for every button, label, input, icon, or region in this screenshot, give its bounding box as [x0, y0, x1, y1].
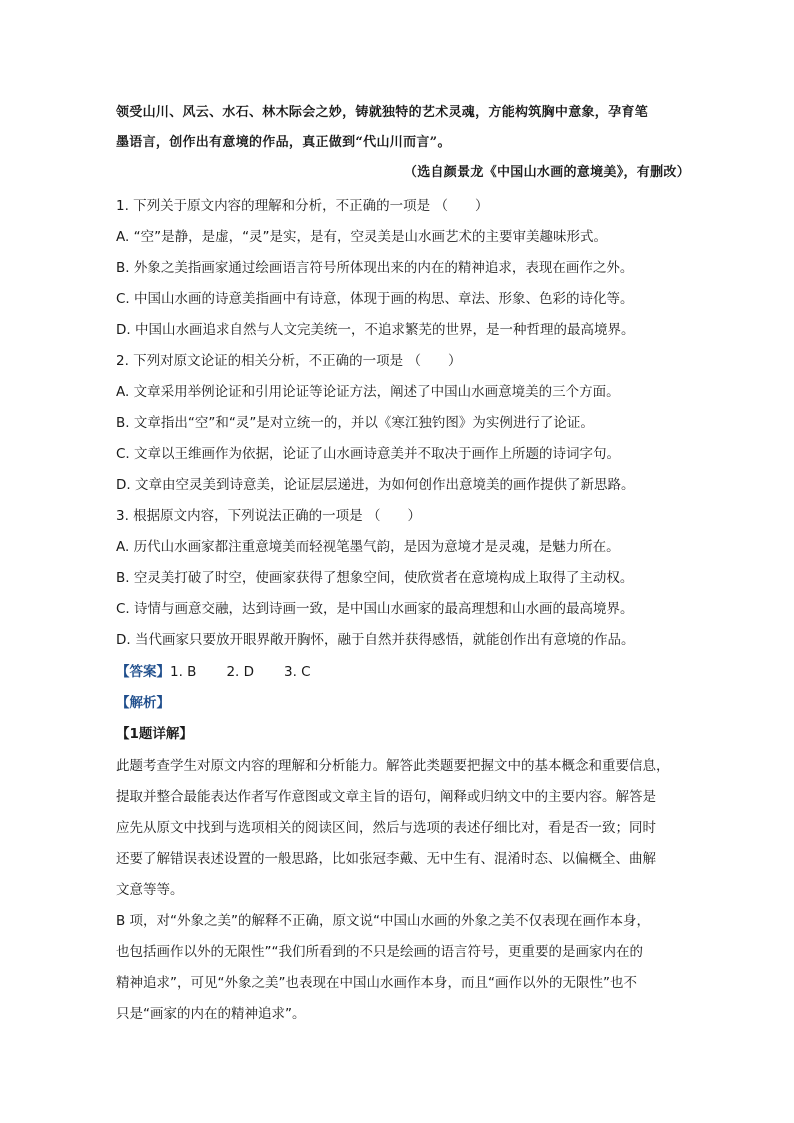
analysis-text-line: 精神追求”，可见“外象之美”也表现在中国山水画作本身，而且“画作以外的无限性”也不	[116, 975, 637, 991]
analysis-text-line: 只是“画家的内在的精神追求”。	[116, 1006, 306, 1022]
analysis-text-line: 也包括画作以外的无限性”“我们所看到的不只是绘画的语言符号，更重要的是画家内在的	[116, 944, 643, 960]
question-option: C. 文章以王维画作为依据，论证了山水画诗意美并不取决于画作上所题的诗词字句。	[116, 446, 621, 462]
analysis-text-line: 还要了解错误表述设置的一般思路，比如张冠李戴、无中生有、混淆时态、以偏概全、曲解	[116, 851, 656, 867]
analysis-text-line: B 项，对“外象之美”的解释不正确，原文说“中国山水画的外象之美不仅表现在画作本身，	[116, 913, 651, 929]
answer-line	[116, 662, 341, 682]
answer-item: 1. B	[170, 664, 197, 680]
analysis-text-line: 此题考查学生对原文内容的理解和分析能力。解答此类题要把握文中的基本概念和重要信息，	[116, 758, 670, 774]
analysis-label: 【解析】	[116, 695, 170, 711]
question-stem: 2. 下列对原文论证的相关分析，不正确的一项是 （ ）	[116, 353, 462, 369]
answer-item: 3. C	[284, 664, 311, 680]
question-option: A. 历代山水画家都注重意境美而轻视笔墨气韵，是因为意境才是灵魂，是魅力所在。	[116, 539, 620, 555]
analysis-sublabel: 【1题详解】	[116, 726, 193, 742]
question-option: B. 空灵美打破了时空，使画家获得了想象空间，使欣赏者在意境构成上取得了主动权。	[116, 570, 634, 586]
analysis-text-line: 文意等等。	[116, 882, 184, 898]
question-option: A. 文章采用举例论证和引用论证等论证方法，阐述了中国山水画意境美的三个方面。	[116, 384, 620, 400]
question-option: D. 当代画家只要放开眼界敞开胸怀，融于自然并获得感悟，就能创作出有意境的作品。	[116, 632, 635, 648]
question-option: C. 中国山水画的诗意美指画中有诗意，体现于画的构思、章法、形象、色彩的诗化等。	[116, 291, 634, 307]
passage-line: 墨语言，创作出有意境的作品，真正做到“代山川而言”。	[116, 135, 451, 150]
analysis-text-line: 应先从原文中找到与选项相关的阅读区间，然后与选项的表述仔细比对，看是否一致；同时	[116, 820, 656, 836]
question-stem: 3. 根据原文内容，下列说法正确的一项是 （ ）	[116, 508, 421, 524]
question-option: D. 中国山水画追求自然与人文完美统一，不追求繁芜的世界，是一种哲理的最高境界。	[116, 322, 635, 338]
question-option: B. 外象之美指画家通过绘画语言符号所体现出来的内在的精神追求，表现在画作之外。	[116, 260, 634, 276]
answer-label: 【答案】	[116, 664, 170, 680]
answer-item: 2. D	[226, 664, 255, 680]
question-option: C. 诗情与画意交融，达到诗画一致，是中国山水画家的最高理想和山水画的最高境界。	[116, 601, 634, 617]
question-option: B. 文章指出“空”和“灵”是对立统一的，并以《寒江独钓图》为实例进行了论证。	[116, 415, 594, 431]
passage-source: （选自颜景龙《中国山水画的意境美》，有删改）	[403, 165, 690, 180]
question-option: D. 文章由空灵美到诗意美，论证层层递进，为如何创作出意境美的画作提供了新思路。	[116, 477, 635, 493]
passage-line: 领受山川、风云、水石、林木际会之妙，铸就独特的艺术灵魂，方能构筑胸中意象，孕育笔	[116, 105, 649, 120]
analysis-text-line: 提取并整合最能表达作者写作意图或文章主旨的语句，阐释或归纳文中的主要内容。解答是	[116, 789, 656, 805]
question-option: A. “空”是静，是虚，“灵”是实，是有，空灵美是山水画艺术的主要审美趣味形式。	[116, 229, 608, 245]
question-stem: 1. 下列关于原文内容的理解和分析，不正确的一项是 （ ）	[116, 198, 489, 214]
